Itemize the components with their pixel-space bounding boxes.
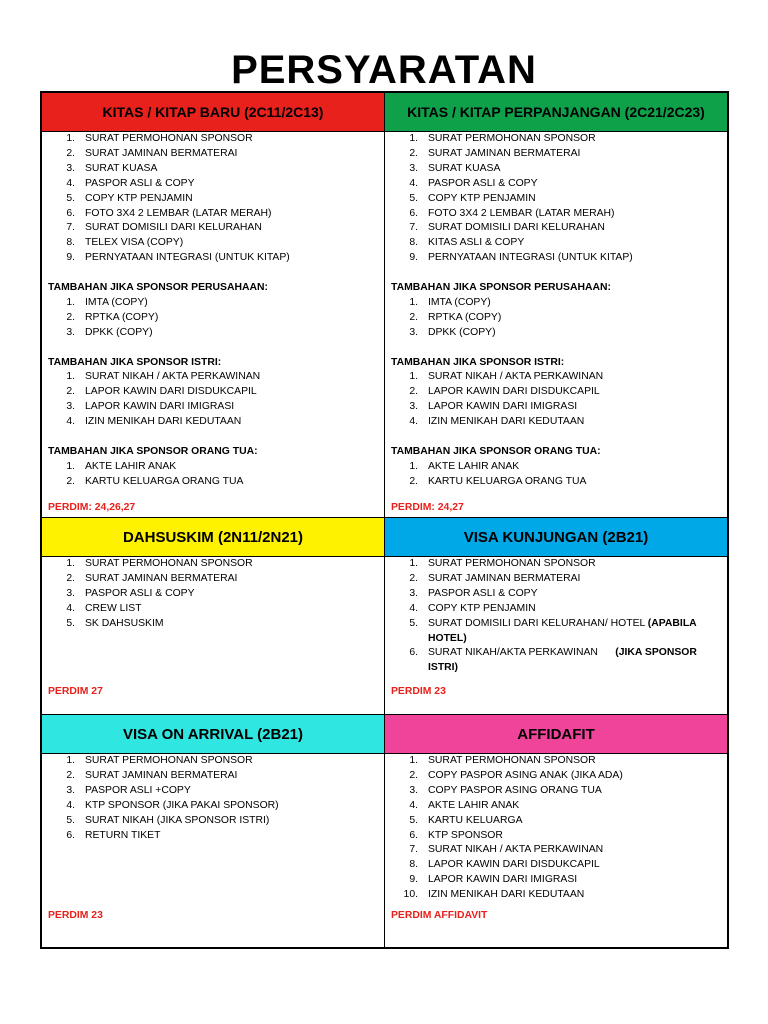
list-item: 9. LAPOR KAWIN DARI IMIGRASI — [409, 874, 578, 886]
list-item: 4. IZIN MENIKAH DARI KEDUTAAN — [66, 416, 242, 428]
list-item: 3. PASPOR ASLI +COPY — [66, 784, 191, 796]
list-item: 6. RETURN TIKET — [66, 829, 161, 841]
list-item: 2. LAPOR KAWIN DARI DISDUKCAPIL — [66, 386, 257, 398]
section-body — [42, 131, 384, 517]
section-visa-on-arrival — [41, 714, 385, 948]
orang-tua-list — [391, 460, 721, 490]
list-item: 6. FOTO 3X4 2 LEMBAR (LATAR MERAH) — [409, 207, 615, 219]
subheading-perusahaan: TAMBAHAN JIKA SPONSOR PERUSAHAAN: — [391, 282, 611, 294]
subheading-istri: TAMBAHAN JIKA SPONSOR ISTRI: — [48, 356, 222, 368]
list-item: 4. PASPOR ASLI & COPY — [409, 177, 538, 189]
section-dahsuskim — [41, 517, 385, 715]
list-item: 8. TELEX VISA (COPY) — [66, 237, 184, 249]
list-item: 5. SURAT NIKAH (JIKA SPONSOR ISTRI) — [66, 814, 270, 826]
list-item: 10. IZIN MENIKAH DARI KEDUTAAN — [403, 889, 585, 901]
list-item: 6. FOTO 3X4 2 LEMBAR (LATAR MERAH) — [66, 207, 272, 219]
list-item: 3. SURAT KUASA — [66, 162, 158, 174]
section-header: VISA ON ARRIVAL (2B21) — [42, 715, 384, 754]
list-item: 5. SK DAHSUSKIM — [66, 617, 164, 629]
section-header: VISA KUNJUNGAN (2B21) — [385, 518, 727, 557]
list-item: 4. IZIN MENIKAH DARI KEDUTAAN — [409, 416, 585, 428]
list-item: 1. SURAT PERMOHONAN SPONSOR — [66, 133, 253, 144]
requirements-table — [40, 91, 729, 949]
list-item: 7. SURAT DOMISILI DARI KELURAHAN — [409, 222, 605, 234]
section-header: KITAS / KITAP BARU (2C11/2C13) — [42, 93, 384, 132]
perdim-label: PERDIM 23 — [391, 686, 446, 697]
requirements-list — [391, 754, 721, 903]
list-item: 1. IMTA (COPY) — [409, 296, 491, 308]
list-item: 1. SURAT PERMOHONAN SPONSOR — [66, 558, 253, 569]
list-item: 4. PASPOR ASLI & COPY — [66, 177, 195, 189]
perusahaan-list — [391, 296, 721, 341]
list-item: 4. COPY KTP PENJAMIN — [409, 602, 536, 614]
perusahaan-list — [48, 296, 378, 341]
list-item: 5. COPY KTP PENJAMIN — [66, 192, 193, 204]
list-item: 3. COPY PASPOR ASING ORANG TUA — [409, 784, 602, 796]
subheading-istri: TAMBAHAN JIKA SPONSOR ISTRI: — [391, 356, 565, 368]
page-title: PERSYARATAN — [231, 48, 537, 92]
list-item: 4. KTP SPONSOR (JIKA PAKAI SPONSOR) — [66, 799, 279, 811]
list-item: 1. SURAT PERMOHONAN SPONSOR — [409, 133, 596, 144]
perdim-label: PERDIM AFFIDAVIT — [391, 910, 488, 921]
list-item: 2. SURAT JAMINAN BERMATERAI — [66, 147, 238, 159]
section-affidafit — [384, 714, 728, 948]
list-item: 8. KITAS ASLI & COPY — [409, 237, 525, 249]
list-item: 7. SURAT NIKAH / AKTA PERKAWINAN — [409, 844, 604, 856]
list-item: 1. SURAT NIKAH / AKTA PERKAWINAN — [66, 371, 261, 383]
list-item: 2. SURAT JAMINAN BERMATERAI — [66, 769, 238, 781]
list-item: 4. CREW LIST — [66, 602, 142, 614]
list-item: 9. PERNYATAAN INTEGRASI (UNTUK KITAP) — [66, 252, 290, 264]
list-item: 2. SURAT JAMINAN BERMATERAI — [66, 572, 238, 584]
subheading-perusahaan: TAMBAHAN JIKA SPONSOR PERUSAHAAN: — [48, 282, 268, 294]
perdim-label: PERDIM: 24,26,27 — [48, 502, 136, 513]
list-item: 6. KTP SPONSOR — [409, 829, 503, 841]
list-item: 5. COPY KTP PENJAMIN — [409, 192, 536, 204]
list-item: 3. LAPOR KAWIN DARI IMIGRASI — [409, 401, 578, 413]
section-header: DAHSUSKIM (2N11/2N21) — [42, 518, 384, 557]
list-item: 9. PERNYATAAN INTEGRASI (UNTUK KITAP) — [409, 252, 633, 264]
list-item: 2. SURAT JAMINAN BERMATERAI — [409, 572, 581, 584]
list-item: 3. SURAT KUASA — [409, 162, 501, 174]
requirements-list — [391, 132, 721, 266]
list-item: 2. RPTKA (COPY) — [409, 311, 502, 323]
list-item: 2. RPTKA (COPY) — [66, 311, 159, 323]
section-visa-kunjungan — [384, 517, 728, 715]
requirements-list — [48, 132, 378, 266]
list-item: 2. SURAT JAMINAN BERMATERAI — [409, 147, 581, 159]
section-header: AFFIDAFIT — [385, 715, 727, 754]
list-item: 2. KARTU KELUARGA ORANG TUA — [66, 475, 244, 487]
list-item: 1. SURAT NIKAH / AKTA PERKAWINAN — [409, 371, 604, 383]
list-item: 7. SURAT DOMISILI DARI KELURAHAN — [66, 222, 262, 234]
subheading-orang-tua: TAMBAHAN JIKA SPONSOR ORANG TUA: — [391, 445, 601, 457]
list-item: 3. PASPOR ASLI & COPY — [66, 587, 195, 599]
list-item: 2. LAPOR KAWIN DARI DISDUKCAPIL — [409, 386, 600, 398]
list-item: 6. SURAT NIKAH/AKTA PERKAWINAN (JIKA SPONSOR ISTRI) — [409, 647, 697, 674]
list-item: 3. DPKK (COPY) — [409, 326, 496, 338]
list-item: 1. AKTE LAHIR ANAK — [409, 460, 520, 472]
perdim-label: PERDIM 27 — [48, 686, 103, 697]
section-header: KITAS / KITAP PERPANJANGAN (2C21/2C23) — [385, 93, 727, 132]
section-kitas-baru — [41, 92, 385, 518]
list-item: 1. SURAT PERMOHONAN SPONSOR — [66, 755, 253, 766]
perdim-label: PERDIM: 24,27 — [391, 502, 464, 513]
requirements-list — [391, 557, 721, 676]
requirements-list — [48, 557, 378, 632]
list-item: 5. SURAT DOMISILI DARI KELURAHAN/ HOTEL (APABILA HOTEL) — [409, 617, 697, 644]
perdim-label: PERDIM 23 — [48, 910, 103, 921]
orang-tua-list — [48, 460, 378, 490]
list-item: 1. SURAT PERMOHONAN SPONSOR — [409, 558, 596, 569]
list-item: 2. COPY PASPOR ASING ANAK (JIKA ADA) — [409, 769, 623, 781]
list-item: 3. PASPOR ASLI & COPY — [409, 587, 538, 599]
section-body — [385, 131, 727, 517]
list-item: 2. KARTU KELUARGA ORANG TUA — [409, 475, 587, 487]
list-item: 5. KARTU KELUARGA — [409, 814, 523, 826]
list-item: 4. AKTE LAHIR ANAK — [409, 799, 520, 811]
list-item: 1. AKTE LAHIR ANAK — [66, 460, 177, 472]
list-item: 8. LAPOR KAWIN DARI DISDUKCAPIL — [409, 859, 600, 871]
section-kitas-perpanjangan — [384, 92, 728, 518]
subheading-orang-tua: TAMBAHAN JIKA SPONSOR ORANG TUA: — [48, 445, 258, 457]
list-item: 1. IMTA (COPY) — [66, 296, 148, 308]
requirements-list — [48, 754, 378, 843]
list-item: 3. LAPOR KAWIN DARI IMIGRASI — [66, 401, 235, 413]
istri-list — [48, 370, 378, 430]
istri-list — [391, 370, 721, 430]
list-item: 1. SURAT PERMOHONAN SPONSOR — [409, 755, 596, 766]
list-item: 3. DPKK (COPY) — [66, 326, 153, 338]
